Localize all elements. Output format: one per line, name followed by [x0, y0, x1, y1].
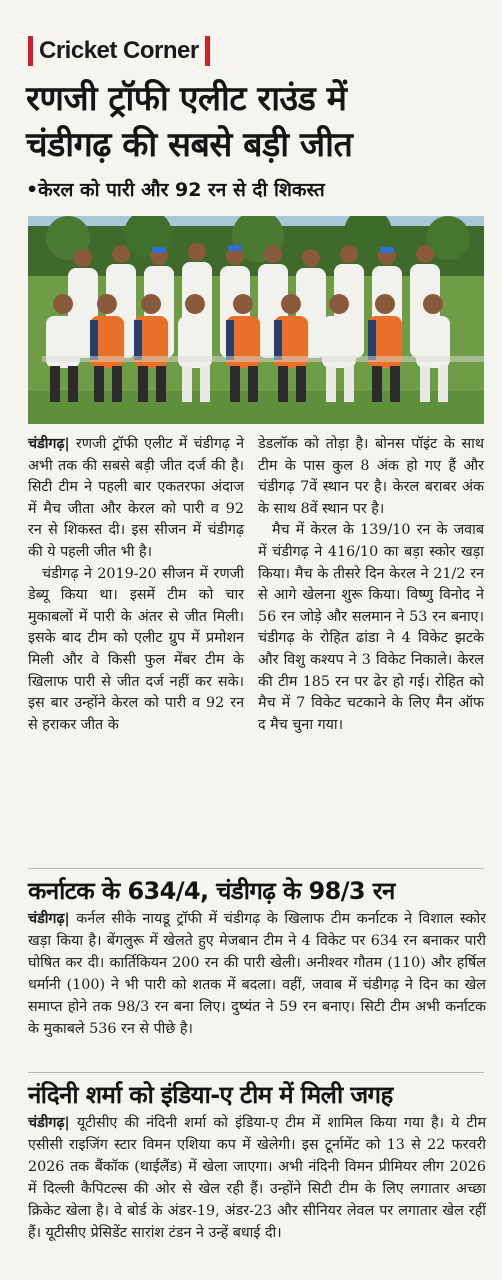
section-kicker — [28, 34, 210, 68]
divider — [28, 868, 484, 869]
kicker-bar-left — [28, 36, 33, 66]
divider — [28, 1072, 484, 1073]
article-main-para-3: डेडलॉक को तोड़ा है। बोनस पॉइंट के साथ टीम के पास कुल 8 अंक हो गए हैं और चंडीगढ़ 7वें स्थान पर है। केरल बराबर अंक के साथ 8वें स्थान पर है। — [258, 436, 484, 517]
kicker-label: Cricket Corner — [39, 37, 199, 64]
dateline: चंडीगढ़| — [28, 436, 70, 452]
kicker-bar-right — [205, 36, 210, 66]
article-2-body — [28, 908, 486, 1040]
dateline: चंडीगढ़| — [28, 911, 70, 927]
article-main-para-4: मैच में केरल के 139/10 रन के जवाब में चंडीगढ़ ने 416/10 का बड़ा स्कोर खड़ा किया। मैच के तीसरे दिन केरल ने 21/2 रन से आगे खेलना शुरू किया। विष्णु विनोद ने 56 रन जोड़े और सलमान ने 53 रन बनाए। चंडीगढ़ के रोहित ढांडा ने 4 विकेट झटके और विशु कश्यप ने 3 विकेट निकाले। केरल की टीम 185 रन पर ढेर हो गई। रोहित को मैच में 7 विकेट चटकाने के लिए मैन ऑफ द मैच चुना गया। — [258, 522, 484, 733]
article-main-para-1 — [28, 434, 244, 564]
article-2-title: कर्नाटक के 634/4, चंडीगढ़ के 98/3 रन — [28, 877, 395, 905]
article-main-column-left — [28, 434, 244, 736]
article-3-body — [28, 1112, 486, 1244]
headline — [26, 76, 486, 168]
article-3-text: यूटीसीए की नंदिनी शर्मा को इंडिया-ए टीम में शामिल किया गया है। ये टीम एसीसी राइजिंग स्टार विमन एशिया कप में खेलेगी। इस टूर्नामेंट को 13 से 22 फरवरी 2026 तक बैंकॉक (थाईलैंड) में खेला जाएगा। अभी नंदिनी विमन प्रीमियर लीग 2026 में दिल्ली कैपिटल्स की ओर से खेल रही हैं। उन्होंने सिटी टीम के लिए लगातार अच्छा क्रिकेट खेला है। वे बोर्ड के अंडर-19, अंडर-23 और सीनियर लेवल पर लगातार खेल रहीं हैं। यूटीसीए प्रेसिडेंट सारांश टंडन ने उन्हें बधाई दी। — [28, 1115, 486, 1241]
team-photo — [28, 216, 484, 424]
headline-line-1: रणजी ट्रॉफी एलीट राउंड में — [26, 79, 347, 119]
subheadline: •केरल को पारी और 92 रन से दी शिकस्त — [26, 179, 325, 201]
article-2-text: कर्नल सीके नायडू ट्रॉफी में चंडीगढ़ के खिलाफ टीम कर्नाटक ने विशाल स्कोर खड़ा किया है। बेंगलुरू में खेलते हुए मेजबान टीम ने 4 विकेट पर 634 रन बनाकर पारी घोषित कर दी। कार्तिकियन 200 रन की पारी खेली। अनीश्वर गौतम (110) और हर्षिल धर्मानी (100) ने भी पारी को शतक में बदला। वहीं, जवाब में चंडीगढ़ ने दिन का खेल समाप्त होने तक 98/3 रन बना लिए। दुष्यंत ने 59 रन बनाए। सिटी टीम अभी कर्नाटक के मुकाबले 536 रन से पीछे है। — [28, 911, 487, 1037]
article-3-title: नंदिनी शर्मा को इंडिया-ए टीम में मिली जगह — [28, 1081, 393, 1109]
dateline: चंडीगढ़| — [28, 1115, 70, 1131]
para-1-text: रणजी ट्रॉफी एलीट में चंडीगढ़ ने अभी तक की सबसे बड़ी जीत दर्ज की है। सिटी टीम ने पहली बार एकतरफा अंदाज में मैच जीता और केरल को पारी व 92 रन से शिकस्त दी। इस सीजन में चंडीगढ़ की ये पहली जीत भी है। — [28, 436, 245, 560]
article-main-column-right — [258, 434, 484, 736]
article-main-para-2: चंडीगढ़ ने 2019-20 सीजन में रणजी डेब्यू किया था। इसमें टीम को चार मुकाबलों में पारी के अंतर से जीत मिली। इसके बाद टीम को एलीट ग्रुप में प्रमोशन मिली और वे किसी फुल मेंबर टीम के खिलाफ पारी से जीत दर्ज नहीं कर सके। इस बार उन्होंने केरल को पारी व 92 रन से हराकर जीत के — [28, 565, 244, 733]
headline-line-2: चंडीगढ़ की सबसे बड़ी जीत — [26, 125, 353, 165]
